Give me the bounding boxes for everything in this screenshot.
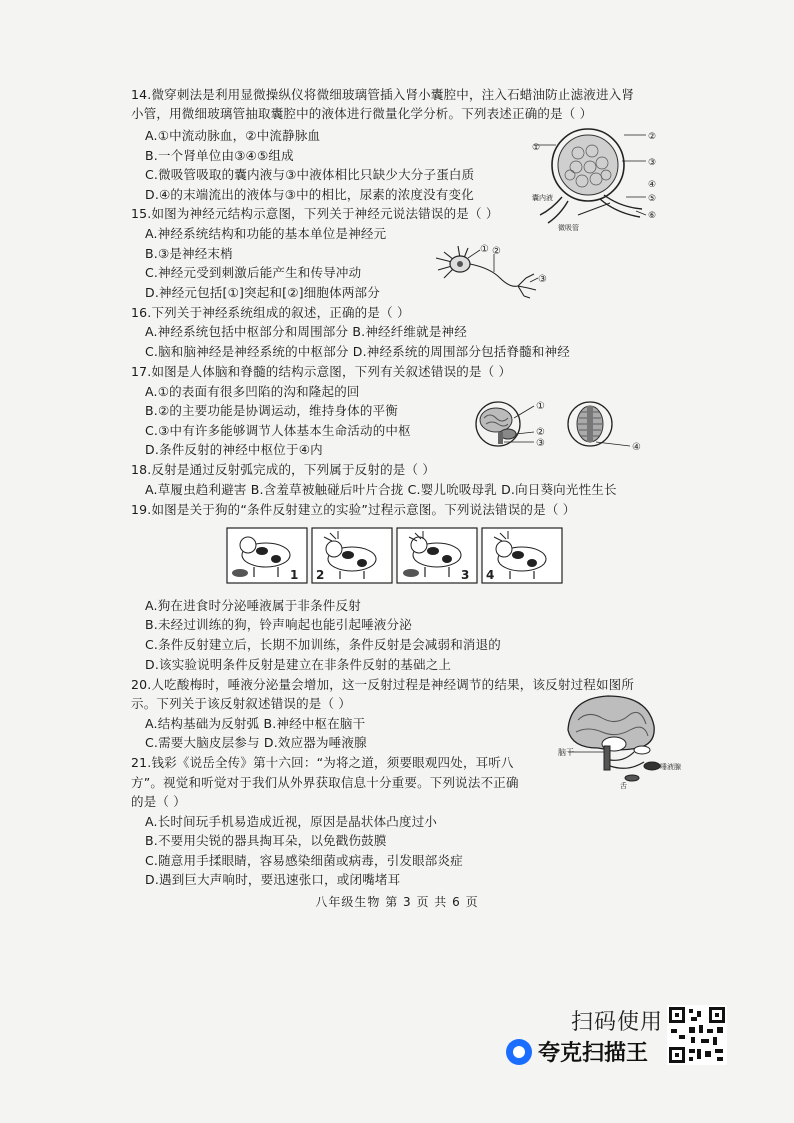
nephron-label-3: ③ xyxy=(648,158,657,168)
q15-option-b: B.③是神经末梢 xyxy=(145,246,233,261)
q14-option-b: B.一个肾单位由③④⑤组成 xyxy=(145,148,294,163)
dog-experiment-figure xyxy=(226,527,568,584)
scanner-brand-text: 夸克扫描王 xyxy=(538,1041,649,1066)
q20-stem-line2: 示。下列关于该反射叙述错误的是（ ） xyxy=(131,696,352,711)
nephron-capsule-figure xyxy=(530,123,660,233)
dog-panel-3-number: 3 xyxy=(461,568,470,582)
neuron-label-1: ① xyxy=(480,244,489,255)
neuron-label-3: ③ xyxy=(538,274,547,285)
nephron-label-4: ④ xyxy=(648,180,657,190)
q21-option-b: B.不要用尖锐的器具掏耳朵，以免戳伤鼓膜 xyxy=(145,833,387,848)
brain-label-1: ① xyxy=(536,401,545,412)
q14-stem-line1: 14.微穿刺法是利用显微操纵仪将微细玻璃管插入肾小囊腔中，注入石蜡油防止滤液进入肾 xyxy=(131,87,635,102)
nephron-label-6: ⑥ xyxy=(648,211,657,221)
q21-option-d: D.遇到巨大声响时，要迅速张口，或闭嘴堵耳 xyxy=(145,872,401,887)
reflex-brain-figure xyxy=(558,690,681,790)
q17-option-a: A.①的表面有很多凹陷的沟和隆起的回 xyxy=(145,384,360,399)
q14-option-d: D.④的末端流出的液体与③中的相比，尿素的浓度没有变化 xyxy=(145,187,474,202)
neuron-label-2: ② xyxy=(492,246,501,257)
q18-options: A.草履虫趋利避害 B.含羞草被触碰后叶片合拢 C.婴儿吮吸母乳 D.向日葵向光性生长 xyxy=(145,482,617,497)
scanner-brand xyxy=(506,1036,648,1067)
q20-options-ab: A.结构基础为反射弧 B.神经中枢在脑干 xyxy=(145,716,366,731)
q14-stem-line2: 小管，用微细玻璃管抽取囊腔中的液体进行微量化学分析。下列表述正确的是（ ） xyxy=(131,106,593,121)
q21-stem-line3: 的是（ ） xyxy=(131,794,186,809)
q16-options-ab: A.神经系统包括中枢部分和周围部分 B.神经纤维就是神经 xyxy=(145,324,467,339)
dog-panel-2-number: 2 xyxy=(316,568,325,582)
q21-stem-line2: 方”。视觉和听觉对于我们从外界获取信息十分重要。下列说法不正确 xyxy=(131,775,519,790)
q18-stem: 18.反射是通过反射弧完成的，下列属于反射的是（ ） xyxy=(131,462,436,477)
nephron-caption-fluid: 囊内液 xyxy=(532,194,553,202)
brain-label-2: ② xyxy=(536,427,545,438)
brain-label-3: ③ xyxy=(536,438,545,449)
q16-stem: 16.下列关于神经系统组成的叙述，正确的是（ ） xyxy=(131,305,410,320)
scan-label: 扫码使用 xyxy=(571,1010,664,1035)
q20-stem-line1: 20.人吃酸梅时，唾液分泌量会增加，这一反射过程是神经调节的结果，该反射过程如图所 xyxy=(131,677,635,692)
neuron-figure xyxy=(430,238,560,300)
q19-option-d: D.该实验说明条件反射是建立在非条件反射的基础之上 xyxy=(145,657,452,672)
q21-option-c: C.随意用手揉眼睛，容易感染细菌或病毒，引发眼部炎症 xyxy=(145,853,463,868)
q20-options-cd: C.需要大脑皮层参与 D.效应器为唾液腺 xyxy=(145,735,367,750)
q17-option-b: B.②的主要功能是协调运动，维持身体的平衡 xyxy=(145,403,398,418)
reflex-label-tongue: 舌 xyxy=(620,782,627,790)
q14-option-a: A.①中流动脉血，②中流静脉血 xyxy=(145,128,321,143)
q17-stem: 17.如图是人体脑和脊髓的结构示意图，下列有关叙述错误的是（ ） xyxy=(131,364,512,379)
brain-spinal-figure xyxy=(470,398,660,458)
q15-option-d: D.神经元包括[①]突起和[②]细胞体两部分 xyxy=(145,285,380,300)
nephron-caption-pipette: 微吸管 xyxy=(558,224,579,232)
qr-code-icon[interactable] xyxy=(667,1005,727,1065)
q19-option-a: A.狗在进食时分泌唾液属于非条件反射 xyxy=(145,598,361,613)
reflex-label-brainstem: 脑干 xyxy=(558,748,574,757)
q19-stem: 19.如图是关于狗的“条件反射建立的实验”过程示意图。下列说法错误的是（ ） xyxy=(131,502,576,517)
quark-logo-icon xyxy=(506,1039,532,1065)
q19-option-c: C.条件反射建立后，长期不加训练，条件反射是会减弱和消退的 xyxy=(145,637,502,652)
q17-option-d: D.条件反射的神经中枢位于④内 xyxy=(145,442,323,457)
reflex-label-gland: 唾液腺 xyxy=(660,763,681,771)
q15-stem: 15.如图为神经元结构示意图，下列关于神经元说法错误的是（ ） xyxy=(131,206,499,221)
q14-option-c: C.微吸管吸取的囊内液与③中液体相比只缺少大分子蛋白质 xyxy=(145,167,475,182)
q15-option-c: C.神经元受到刺激后能产生和传导冲动 xyxy=(145,265,362,280)
dog-panel-1-number: 1 xyxy=(290,568,299,582)
q19-option-b: B.未经过训练的狗，铃声响起也能引起唾液分泌 xyxy=(145,617,412,632)
q15-option-a: A.神经系统结构和功能的基本单位是神经元 xyxy=(145,226,387,241)
dog-panel-4-number: 4 xyxy=(486,568,495,582)
q17-option-c: C.③中有许多能够调节人体基本生命活动的中枢 xyxy=(145,423,411,438)
q21-option-a: A.长时间玩手机易造成近视，原因是晶状体凸度过小 xyxy=(145,814,438,829)
q16-options-cd: C.脑和脑神经是神经系统的中枢部分 D.神经系统的周围部分包括脊髓和神经 xyxy=(145,344,570,359)
q21-stem-line1: 21.钱彩《说岳全传》第十六回：“为将之道，须要眼观四处，耳听八 xyxy=(131,755,514,770)
nephron-label-2: ② xyxy=(648,132,657,142)
nephron-label-5: ⑤ xyxy=(648,194,657,204)
brain-label-4: ④ xyxy=(632,442,641,453)
page-footer: 八年级生物 第 3 页 共 6 页 xyxy=(315,895,479,909)
nephron-label-1: ① xyxy=(532,143,541,153)
